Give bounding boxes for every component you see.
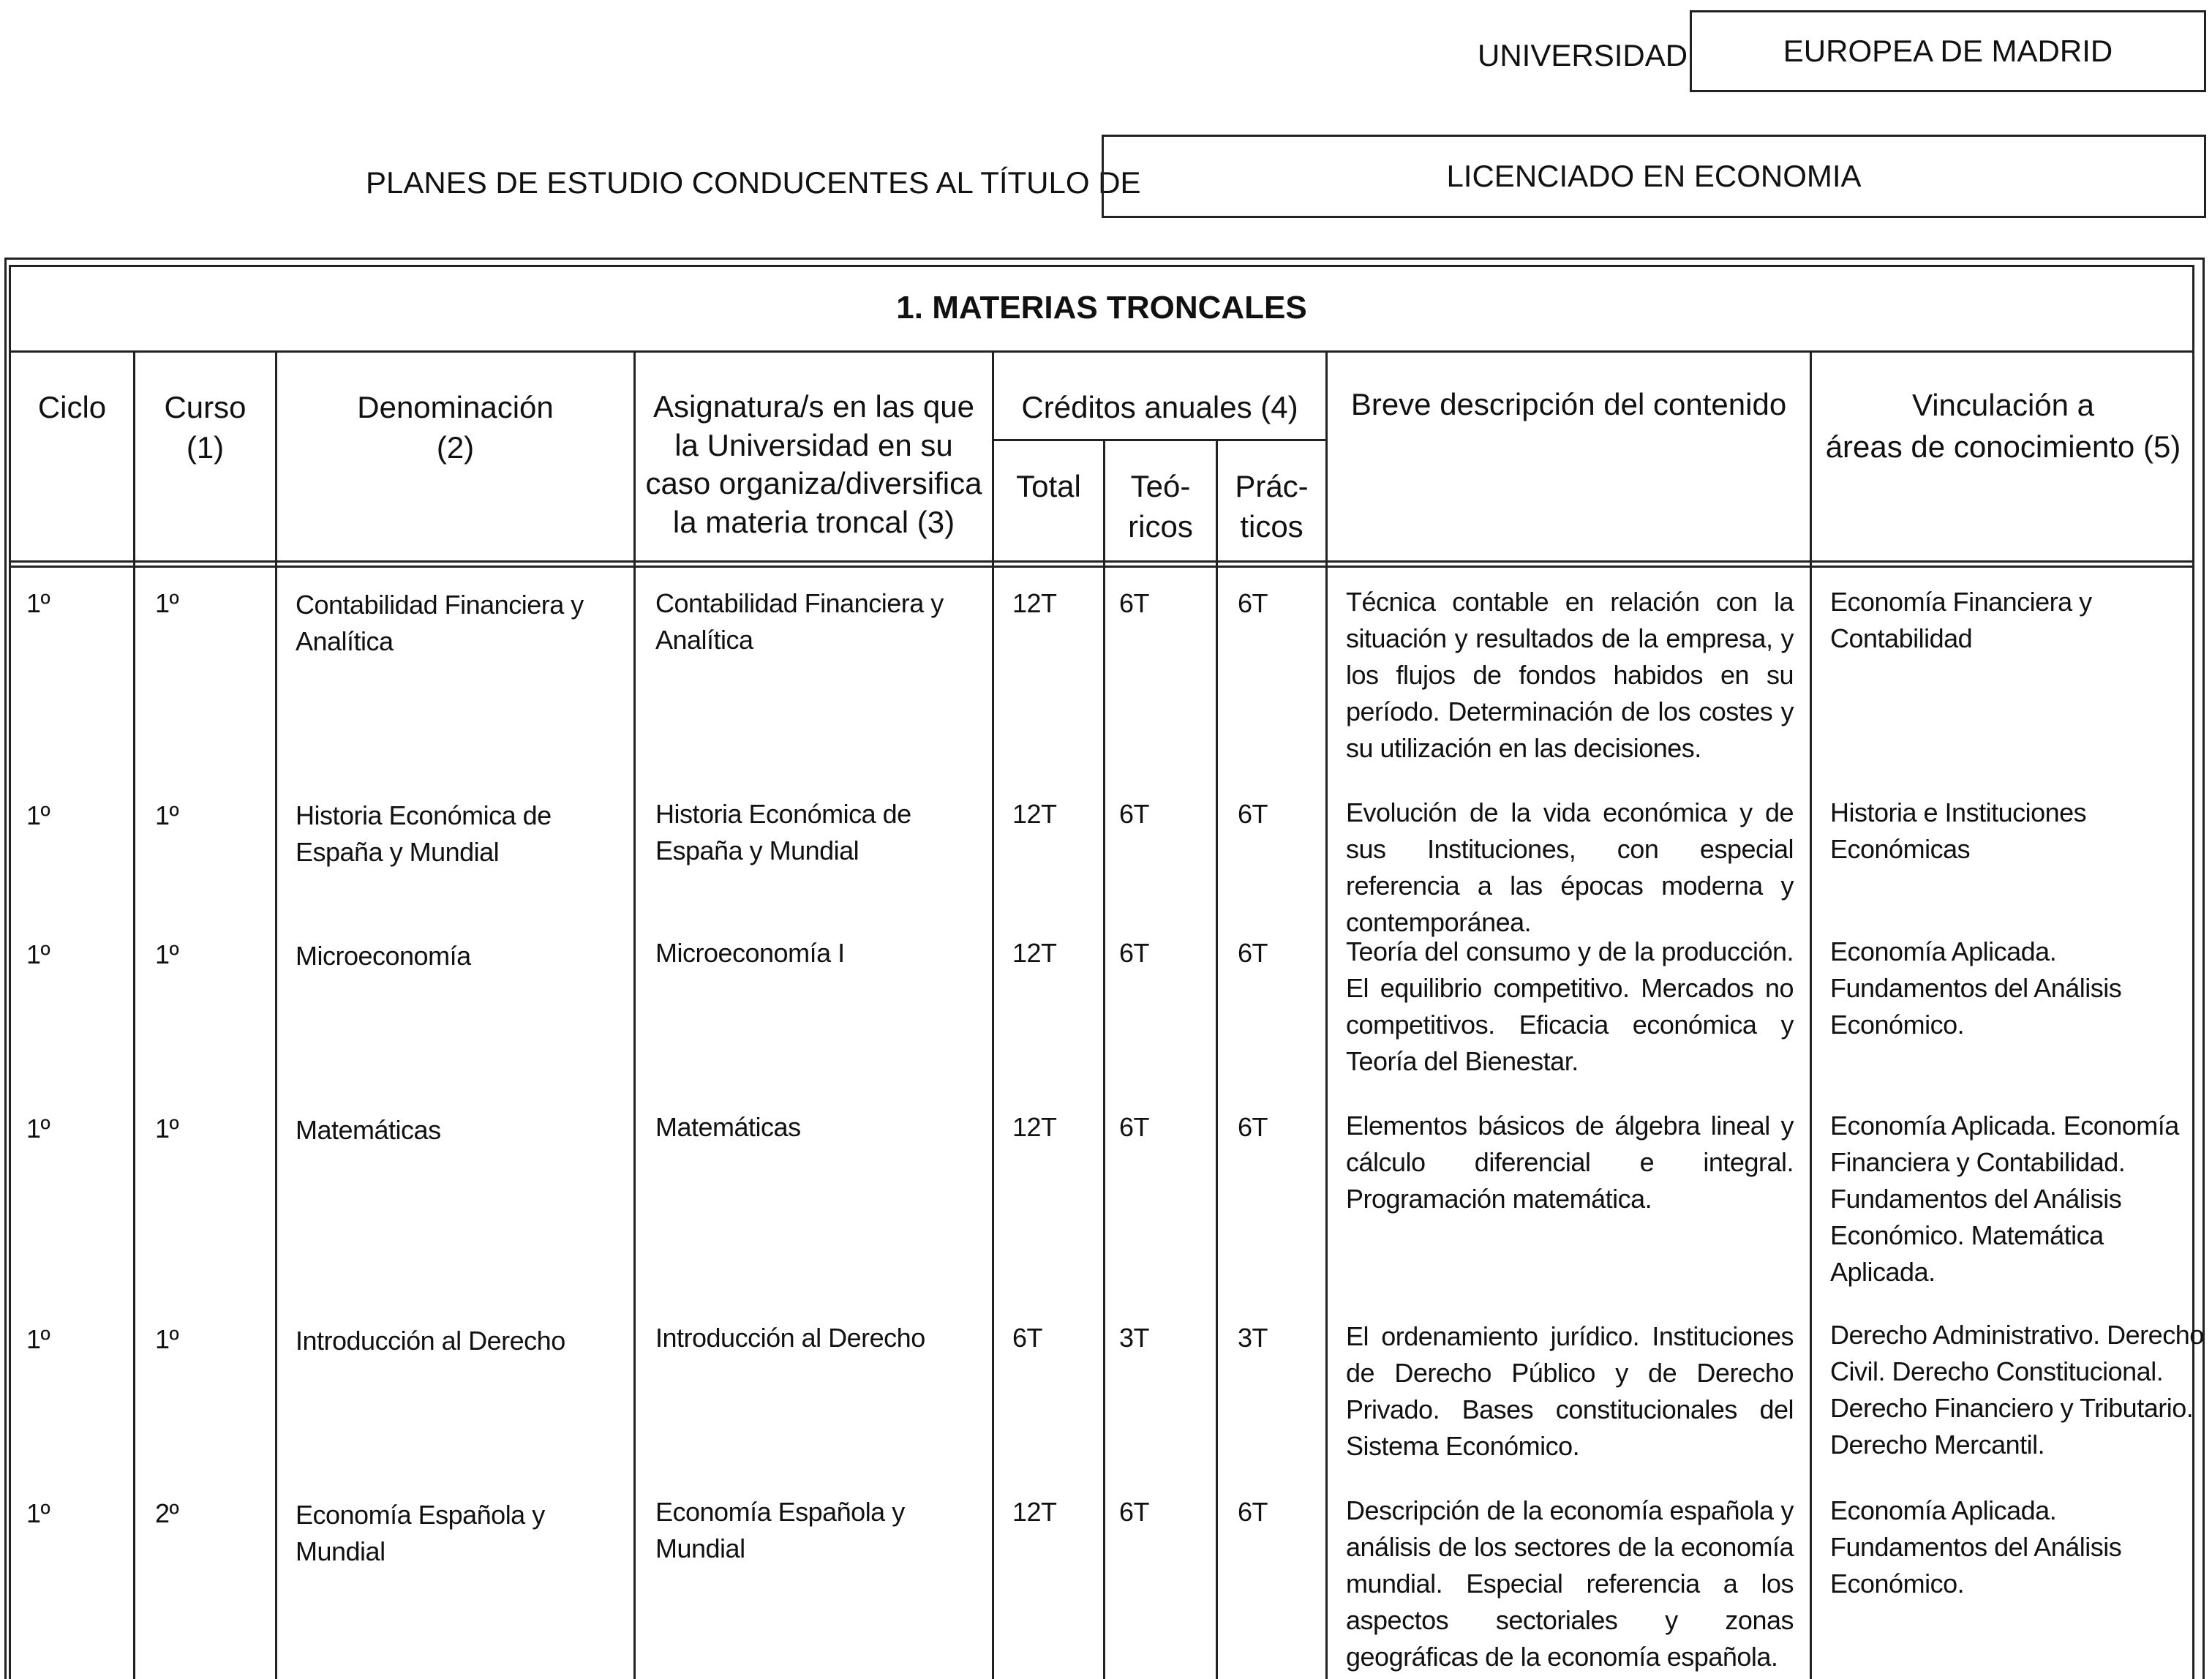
col-divider [992, 353, 994, 1679]
col-header-total: Total [1016, 469, 1081, 503]
university-name-box: EUROPEA DE MADRID [1690, 10, 2206, 92]
cell-total: 12T [1012, 799, 1057, 829]
cell-curso: 1º [155, 1324, 179, 1354]
cell-practicos: 6T [1238, 799, 1268, 829]
cell-asignatura: Microeconomía I [655, 938, 845, 968]
col-divider [275, 353, 277, 1679]
cell-total: 6T [1012, 1323, 1043, 1353]
col-header-teoricos: Teó- ricos [1128, 469, 1193, 544]
cell-ciclo: 1º [26, 588, 50, 618]
cell-practicos: 6T [1238, 1112, 1268, 1142]
cell-ciclo: 1º [26, 1498, 50, 1528]
col-header-vinculacion: Vinculación a áreas de conocimiento (5) [1825, 388, 2181, 464]
col-header-descripcion: Breve descripción del contenido [1350, 387, 1787, 421]
cell-practicos: 6T [1238, 588, 1268, 618]
col-divider [1216, 440, 1218, 1679]
cell-total: 12T [1012, 1112, 1057, 1142]
university-label: UNIVERSIDAD [1478, 38, 1688, 72]
cell-ciclo: 1º [26, 800, 50, 830]
cell-total: 12T [1012, 588, 1057, 618]
col-header-creditos: Créditos anuales (4) [1021, 390, 1298, 424]
cell-teoricos: 3T [1119, 1323, 1150, 1353]
col-header-denominacion: Denominación (2) [357, 390, 554, 465]
creditos-subheader-rule [992, 439, 1328, 441]
header-separator [9, 560, 2194, 568]
cell-vinculacion: Derecho Administrativo. Derecho Civil. Derecho Constitucional. Derecho Financiero y Tributario. Derecho Mercantil. [1830, 1320, 2204, 1460]
cell-denominacion: Matemáticas [296, 1115, 441, 1145]
cell-denominacion: Contabilidad Financiera y Analítica [296, 590, 584, 656]
cell-total: 12T [1012, 938, 1057, 968]
cell-teoricos: 6T [1119, 1497, 1150, 1527]
col-divider [133, 353, 135, 1679]
col-header-asignatura: Asignatura/s en las que la Universidad en su caso organiza/diversifica la materia troncal (3) [645, 389, 982, 539]
cell-curso: 1º [155, 939, 179, 969]
cell-vinculacion: Economía Financiera y Contabilidad [1830, 587, 2092, 653]
col-divider [1810, 353, 1812, 1679]
cell-curso: 1º [155, 800, 179, 830]
cell-vinculacion: Economía Aplicada. Fundamentos del Análisis Económico. [1830, 936, 2122, 1040]
cell-practicos: 6T [1238, 1497, 1268, 1527]
cell-denominacion: Introducción al Derecho [296, 1326, 565, 1356]
cell-teoricos: 6T [1119, 938, 1150, 968]
cell-descripcion: Elementos básicos de álgebra lineal y cálculo diferencial e integral. Programación matemática. [1346, 1111, 1794, 1214]
cell-teoricos: 6T [1119, 799, 1150, 829]
cell-curso: 2º [155, 1498, 179, 1528]
degree-label: PLANES DE ESTUDIO CONDUCENTES AL TÍTULO DE [366, 165, 1141, 200]
section-title: 1. MATERIAS TRONCALES [9, 265, 2194, 353]
cell-practicos: 3T [1238, 1323, 1268, 1353]
cell-asignatura: Historia Económica de España y Mundial [655, 799, 911, 865]
cell-asignatura: Introducción al Derecho [655, 1323, 925, 1353]
cell-denominacion: Historia Económica de España y Mundial [296, 800, 552, 867]
degree-name-box: LICENCIADO EN ECONOMIA [1102, 135, 2206, 218]
cell-vinculacion: Economía Aplicada. Economía Financiera y Contabilidad. Fundamentos del Análisis Económico. Matemática Aplicada. [1830, 1111, 2179, 1287]
col-divider [1325, 353, 1328, 1679]
cell-teoricos: 6T [1119, 588, 1150, 618]
cell-practicos: 6T [1238, 938, 1268, 968]
cell-denominacion: Microeconomía [296, 941, 471, 971]
cell-asignatura: Matemáticas [655, 1112, 801, 1142]
cell-descripcion: El ordenamiento jurídico. Instituciones de Derecho Público y de Derecho Privado. Bases constitucionales del Sistema Económico. [1346, 1321, 1794, 1461]
cell-ciclo: 1º [26, 1113, 50, 1143]
col-header-practicos: Prác- ticos [1235, 469, 1309, 544]
cell-denominacion: Economía Española y Mundial [296, 1500, 545, 1566]
col-divider [1103, 440, 1105, 1679]
cell-asignatura: Contabilidad Financiera y Analítica [655, 588, 944, 655]
cell-vinculacion: Economía Aplicada. Fundamentos del Análisis Económico. [1830, 1495, 2122, 1599]
cell-descripcion: Evolución de la vida económica y de sus Instituciones, con especial referencia a las épocas moderna y contemporánea. [1346, 797, 1794, 937]
cell-descripcion: Teoría del consumo y de la producción. El equilibrio competitivo. Mercados no competitivos. Eficacia económica y Teoría del Bienestar. [1346, 936, 1794, 1076]
cell-ciclo: 1º [26, 1324, 50, 1354]
cell-asignatura: Economía Española y Mundial [655, 1497, 905, 1563]
cell-curso: 1º [155, 588, 179, 618]
cell-total: 12T [1012, 1497, 1057, 1527]
cell-descripcion: Descripción de la economía española y análisis de los sectores de la economía mundial. Especial referencia a los aspectos sectoriales y zonas geográficas de la economía española. [1346, 1495, 1794, 1672]
col-divider [633, 353, 636, 1679]
col-header-curso: Curso (1) [164, 390, 247, 465]
cell-vinculacion: Historia e Instituciones Económicas [1830, 797, 2087, 864]
col-header-ciclo: Ciclo [37, 390, 107, 424]
cell-teoricos: 6T [1119, 1112, 1150, 1142]
cell-descripcion: Técnica contable en relación con la situación y resultados de la empresa, y los flujos de fondos habidos en su período. Determinación de los costes y su utilización en las decisiones. [1346, 587, 1794, 763]
cell-ciclo: 1º [26, 939, 50, 969]
cell-curso: 1º [155, 1113, 179, 1143]
